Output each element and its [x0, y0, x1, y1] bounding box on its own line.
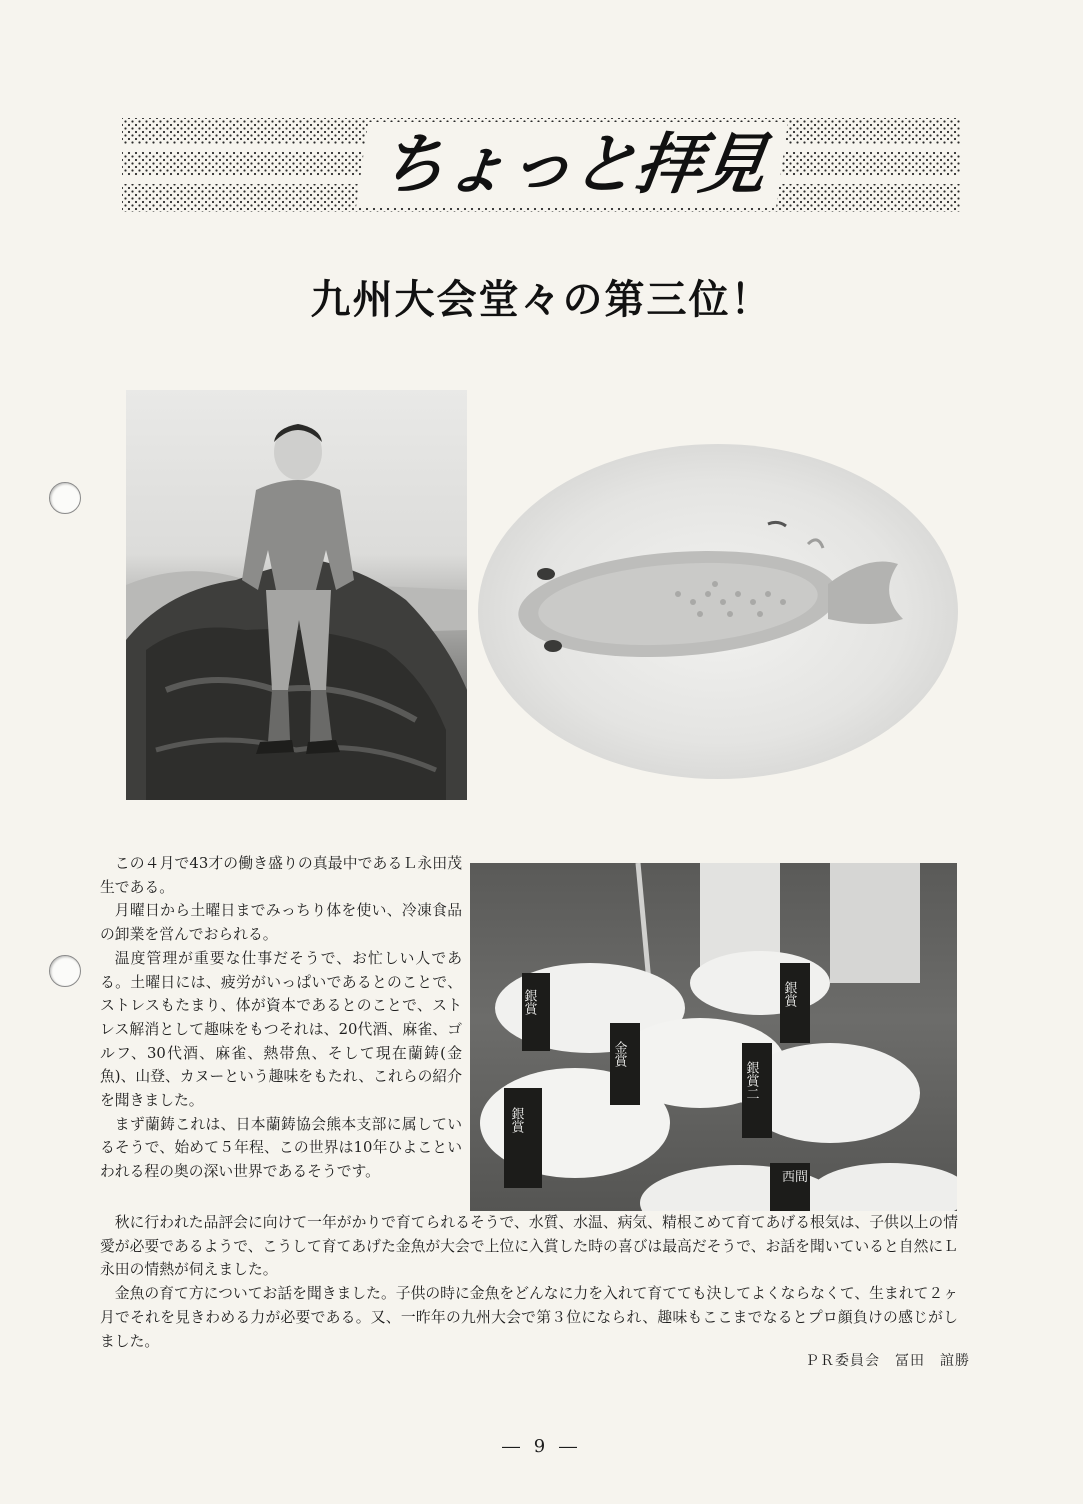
page-number: ― 9 ―	[502, 1436, 581, 1457]
bowl-label-text: 西間	[782, 1170, 809, 1185]
punch-hole-bottom	[49, 955, 81, 987]
punch-hole-top	[49, 482, 81, 514]
article-paragraph: 秋に行われた品評会に向けて一年がかりで育てられるそうで、水質、水温、病気、精根こめて育てあげる根気は、子供以上の情愛が必要であるようで、こうして育てあげた金魚が大会で上位に入賞した時の喜びは最高だそうで、お話を聞いていると自然にＬ永田の情熱が伺えました。	[100, 1214, 958, 1279]
man-on-rock-illustration	[126, 390, 467, 800]
photo-goldfish-bowls	[470, 863, 957, 1211]
article-paragraph: 金魚の育て方についてお話を聞きました。子供の時に金魚をどんなに力を入れて育てても決してよくならなくて、生まれて２ヶ月でそれを見きわめる力が必要である。又、一昨年の九州大会で第３位になられ、趣味もここまでなるとプロ顔負けの感じがしました。	[100, 1285, 958, 1350]
bowl-label-text: 銀賞	[781, 981, 797, 1007]
header-banner	[122, 118, 960, 212]
article-paragraph: 月曜日から土曜日までみっちり体を使い、冷凍食品の卸業を営んでおられる。	[100, 902, 462, 944]
bowl-label-text: 銀賞二	[743, 1061, 759, 1100]
bowls-illustration	[470, 863, 957, 1211]
article-full-width-text	[100, 1211, 958, 1353]
bowl-label-text: 金賞	[611, 1041, 627, 1067]
author-credit: ＰＲ委員会 冨田 誼勝	[805, 1353, 970, 1369]
article-paragraph: まず蘭鋳これは、日本蘭鋳協会熊本支部に属しているそうで、始めて５年程、この世界は10年ひよこといわれる程の奥の深い世界であるそうです。	[100, 1115, 462, 1181]
bowl-label-text: 銀賞	[521, 989, 537, 1015]
bowl-label-text: 銀賞	[508, 1107, 524, 1133]
bowl-label-3	[504, 1088, 542, 1188]
photo-man-on-rock	[126, 390, 467, 800]
article-column-text	[100, 852, 462, 1184]
photo-goldfish	[478, 444, 958, 779]
article-paragraph: 温度管理が重要な仕事だそうで、お忙しい人である。土曜日には、疲労がいっぱいであるとのことで、ストレスもたまり、体が資本であるとのことで、ストレス解消として趣味をもつそれは、20代酒、麻雀、ゴルフ、30代酒、麻雀、熱帯魚、そして現在蘭鋳(金魚)、山登、カヌーという趣味をもたれ、これらの紹介を聞きました。	[100, 949, 462, 1110]
article-headline: 九州大会堂々の第三位！	[310, 276, 773, 323]
article-paragraph: この４月で43才の働き盛りの真最中であるＬ永田茂生である。	[100, 855, 462, 896]
banner-title: ちょっと拝見	[356, 122, 788, 208]
goldfish-illustration	[478, 444, 958, 779]
